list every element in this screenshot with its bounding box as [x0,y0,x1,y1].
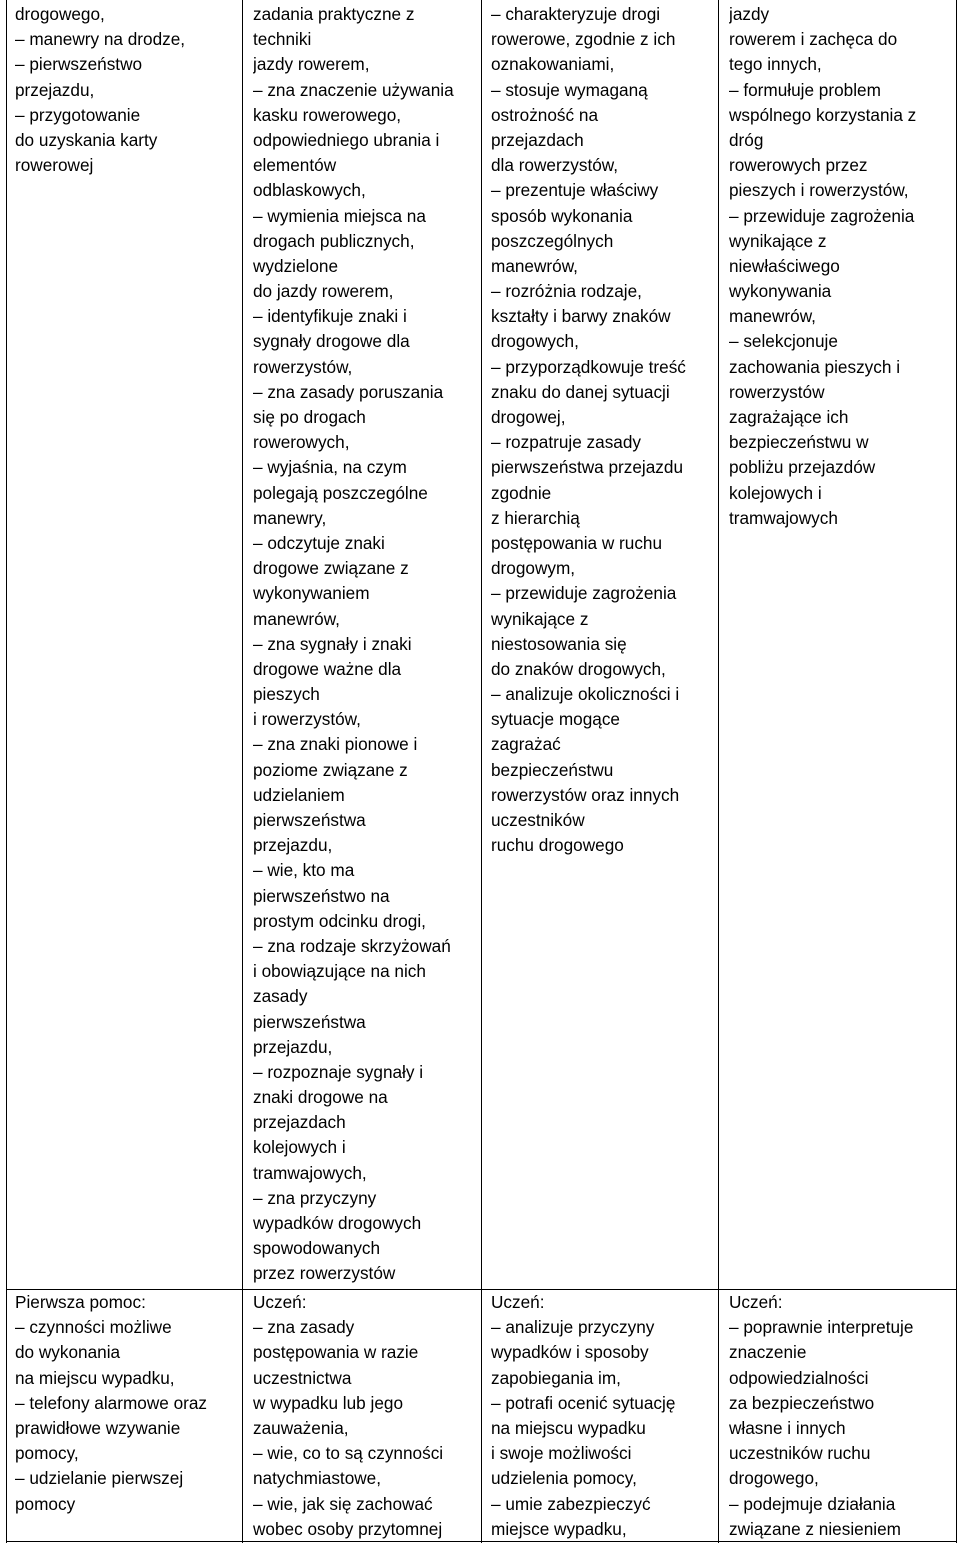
cell-text-line: wypadków drogowych [253,1213,422,1233]
cell-text-line: rowerzystów, [253,356,353,377]
cell-text-line: udzielenia pomocy, [491,1468,637,1489]
cell-text-line: – wie, kto ma [253,860,355,881]
cell-text-line: odpowiedzialności [729,1367,869,1388]
cell-text-line: rowerowych przez [729,155,868,176]
cell-text-line: wspólnego korzystania z [729,104,917,125]
cell-text-line: – umie zabezpieczyć [491,1493,651,1514]
cell-text-line: przez rowerzystów [253,1263,396,1284]
cell-text-line: wynikające z [491,608,589,629]
cell-text-line: niewłaściwego [729,255,840,276]
cell-text-line: Uczeń: [491,1292,545,1312]
cell-text-line: – rozpatruje zasady [491,432,641,453]
column-divider [718,0,719,1543]
cell-text-line: za bezpieczeństwo [729,1392,875,1413]
cell-text-line: prostym odcinku drogi, [253,910,426,931]
cell-text-line: własne i innych [729,1417,846,1438]
table-cell-extended-requirements [491,1290,714,1542]
cell-text-line: – analizuje przyczyny [491,1317,655,1338]
cell-text-line: Uczeń: [253,1292,307,1312]
cell-text-line: pieszych [253,684,320,705]
cell-text-line: – udzielanie pierwszej [15,1468,184,1489]
cell-text-line: do uzyskania karty [15,129,158,150]
cell-text-line: kolejowych i [729,482,822,503]
cell-text-line: przejazdach [491,129,584,150]
cell-text-line: – selekcjonuje [729,331,838,352]
cell-text-line: – telefony alarmowe oraz [15,1392,208,1413]
cell-text-line: pieszych i rowerzystów, [729,180,909,201]
cell-text-line: drogowe ważne dla [253,658,402,679]
cell-text-line: prawidłowe wzywanie [15,1417,181,1438]
cell-text-line: związane z niesieniem [729,1518,901,1539]
cell-text-line: bezpieczeństwu [491,759,614,780]
cell-text-line: techniki [253,29,312,50]
cell-text-line: sygnały drogowe dla [253,331,410,352]
cell-text-line: miejsce wypadku, [491,1518,627,1539]
cell-text-line: poziome związane z [253,759,408,780]
cell-text-line: – pierwszeństwo [15,54,143,75]
column-divider [481,0,482,1543]
cell-text-line: postępowania w razie [253,1342,419,1363]
table-cell-topic [15,2,237,178]
cell-text-line: uczestnictwa [253,1367,352,1388]
cell-text-line: Uczeń: [729,1292,783,1312]
table-cell-basic-requirements [253,1290,477,1542]
cell-text-line: – poprawnie interpretuje [729,1317,914,1338]
cell-text-line: – stosuje wymaganą [491,79,648,100]
cell-text-line: kasku rowerowego, [253,104,402,125]
cell-text-line: drogowym, [491,558,576,579]
cell-text-line: odpowiedniego ubrania i [253,129,440,150]
cell-text-line: sytuacje mogące [491,709,620,730]
table-border-left [6,0,7,1543]
cell-text-line: drogowych, [491,331,579,352]
cell-text-line: – wie, jak się zachować [253,1493,433,1514]
cell-text-line: rowerzystów [729,381,825,402]
cell-text-line: – identyfikuje znaki i [253,306,407,327]
cell-text-line: poszczególnych [491,230,614,251]
cell-text-line: rowerowych, [253,432,350,453]
cell-text-line: znaku do danej sytuacji [491,381,670,402]
cell-text-line: uczestników [491,810,585,830]
cell-text-line: zadania praktyczne z [253,4,415,24]
cell-text-line: bezpieczeństwu w [729,432,869,453]
table-cell-advanced-requirements [729,1290,952,1542]
cell-text-line: Pierwsza pomoc: [15,1292,146,1312]
cell-text-line: drogach publicznych, [253,230,415,251]
cell-text-line: – prezentuje właściwy [491,180,659,201]
cell-text-line: – czynności możliwe [15,1317,172,1338]
cell-text-line: jazdy rowerem, [253,54,370,75]
cell-text-line: drogowego, [729,1468,819,1489]
cell-text-line: wydzielone [253,255,339,276]
cell-text-line: tramwajowych [729,507,838,528]
cell-text-line: kształty i barwy znaków [491,306,671,327]
cell-text-line: do jazdy rowerem, [253,281,394,302]
cell-text-line: dróg [729,129,764,150]
cell-text-line: – manewry na drodze, [15,29,186,50]
cell-text-line: wykonywania [729,281,832,302]
cell-text-line: zagrażać [491,734,561,755]
cell-text-line: – wie, co to są czynności [253,1443,444,1464]
cell-text-line: pomocy, [15,1443,79,1464]
cell-text-line: polegają poszczególne [253,482,428,503]
cell-text-line: – wyjaśnia, na czym [253,457,407,478]
cell-text-line: rowerowej [15,155,94,176]
cell-text-line: spowodowanych [253,1238,381,1259]
cell-text-line: przejazdu, [253,835,333,856]
cell-text-line: przejazdu, [253,1036,333,1057]
cell-text-line: pomocy [15,1493,76,1514]
cell-text-line: – przygotowanie [15,104,141,125]
cell-text-line: – rozróżnia rodzaje, [491,281,642,302]
cell-text-line: zasady [253,986,308,1007]
cell-text-line: dla rowerzystów, [491,155,619,176]
cell-text-line: w wypadku lub jego [253,1392,404,1413]
cell-text-line: zauważenia, [253,1417,349,1438]
cell-text-line: – formułuje problem [729,79,881,100]
table-border-right [956,0,957,1543]
cell-text-line: – odczytuje znaki [253,532,385,553]
cell-text-line: na miejscu wypadku, [15,1367,175,1388]
cell-text-line: – zna znaczenie używania [253,79,454,100]
cell-text-line: – przewiduje zagrożenia [491,583,677,604]
cell-text-line: – podejmuje działania [729,1493,896,1514]
column-divider [242,0,243,1543]
cell-text-line: manewrów, [729,306,816,327]
cell-text-line: – analizuje okoliczności i [491,684,680,705]
cell-text-line: oznakowaniami, [491,54,615,75]
table-cell-advanced-requirements [729,2,952,531]
cell-text-line: rowerzystów oraz innych [491,784,680,805]
cell-text-line: tego innych, [729,54,822,75]
cell-text-line: wobec osoby przytomnej [253,1518,443,1539]
cell-text-line: manewry, [253,507,327,528]
cell-text-line: pierwszeństwa [253,810,366,830]
table-cell-basic-requirements [253,2,477,1287]
cell-text-line: zapobiegania im, [491,1367,621,1388]
cell-text-line: i rowerzystów, [253,709,361,730]
cell-text-line: postępowania w ruchu [491,532,663,553]
cell-text-line: rowerem i zachęca do [729,29,898,50]
cell-text-line: zagrażające ich [729,407,849,427]
cell-text-line: drogowego, [15,4,105,24]
cell-text-line: znaki drogowe na [253,1087,388,1108]
cell-text-line: uczestników ruchu [729,1443,871,1464]
cell-text-line: ostrożność na [491,104,599,125]
cell-text-line: manewrów, [491,255,578,276]
cell-text-line: pierwszeństwo na [253,885,390,906]
cell-text-line: zachowania pieszych i [729,356,901,377]
cell-text-line: sposób wykonania [491,205,633,226]
cell-text-line: z hierarchią [491,507,580,528]
table-cell-topic [15,1290,237,1517]
cell-text-line: do wykonania [15,1342,121,1363]
cell-text-line: – zna rodzaje skrzyżowań [253,935,451,956]
cell-text-line: – zna zasady [253,1317,355,1338]
cell-text-line: natychmiastowe, [253,1468,382,1489]
cell-text-line: – potrafi ocenić sytuację [491,1392,676,1413]
cell-text-line: i swoje możliwości [491,1443,632,1464]
cell-text-line: zgodnie [491,482,552,503]
cell-text-line: się po drogach [253,407,366,427]
cell-text-line: przejazdu, [15,79,95,100]
cell-text-line: – rozpoznaje sygnały i [253,1061,424,1082]
cell-text-line: pierwszeństwa [253,1011,366,1032]
cell-text-line: pobliżu przejazdów [729,457,876,478]
cell-text-line: i obowiązujące na nich [253,961,426,982]
cell-text-line: elementów [253,155,337,176]
cell-text-line: drogowej, [491,407,566,427]
cell-text-line: rowerowe, zgodnie z ich [491,29,676,50]
cell-text-line: – charakteryzuje drogi [491,4,661,24]
cell-text-line: – przyporządkowuje treść [491,356,686,377]
cell-text-line: do znaków drogowych, [491,658,666,679]
cell-text-line: wypadków i sposoby [491,1342,649,1363]
cell-text-line: – zna sygnały i znaki [253,633,412,654]
cell-text-line: – wymienia miejsca na [253,205,426,226]
cell-text-line: manewrów, [253,608,340,629]
cell-text-line: udzielaniem [253,784,345,805]
cell-text-line: – zna przyczyny [253,1187,377,1208]
cell-text-line: pierwszeństwa przejazdu [491,457,684,478]
cell-text-line: ruchu drogowego [491,835,624,856]
cell-text-line: odblaskowych, [253,180,366,201]
table-cell-extended-requirements [491,2,714,858]
cell-text-line: przejazdach [253,1112,346,1133]
cell-text-line: wynikające z [729,230,827,251]
cell-text-line: znaczenie [729,1342,807,1363]
cell-text-line: na miejscu wypadku [491,1417,646,1438]
cell-text-line: drogowe związane z [253,558,409,579]
cell-text-line: niestosowania się [491,633,627,654]
cell-text-line: tramwajowych, [253,1162,367,1183]
cell-text-line: kolejowych i [253,1137,346,1158]
cell-text-line: – zna zasady poruszania [253,381,444,402]
cell-text-line: wykonywaniem [253,583,370,604]
cell-text-line: – zna znaki pionowe i [253,734,418,755]
cell-text-line: jazdy [729,4,770,24]
cell-text-line: – przewiduje zagrożenia [729,205,915,226]
